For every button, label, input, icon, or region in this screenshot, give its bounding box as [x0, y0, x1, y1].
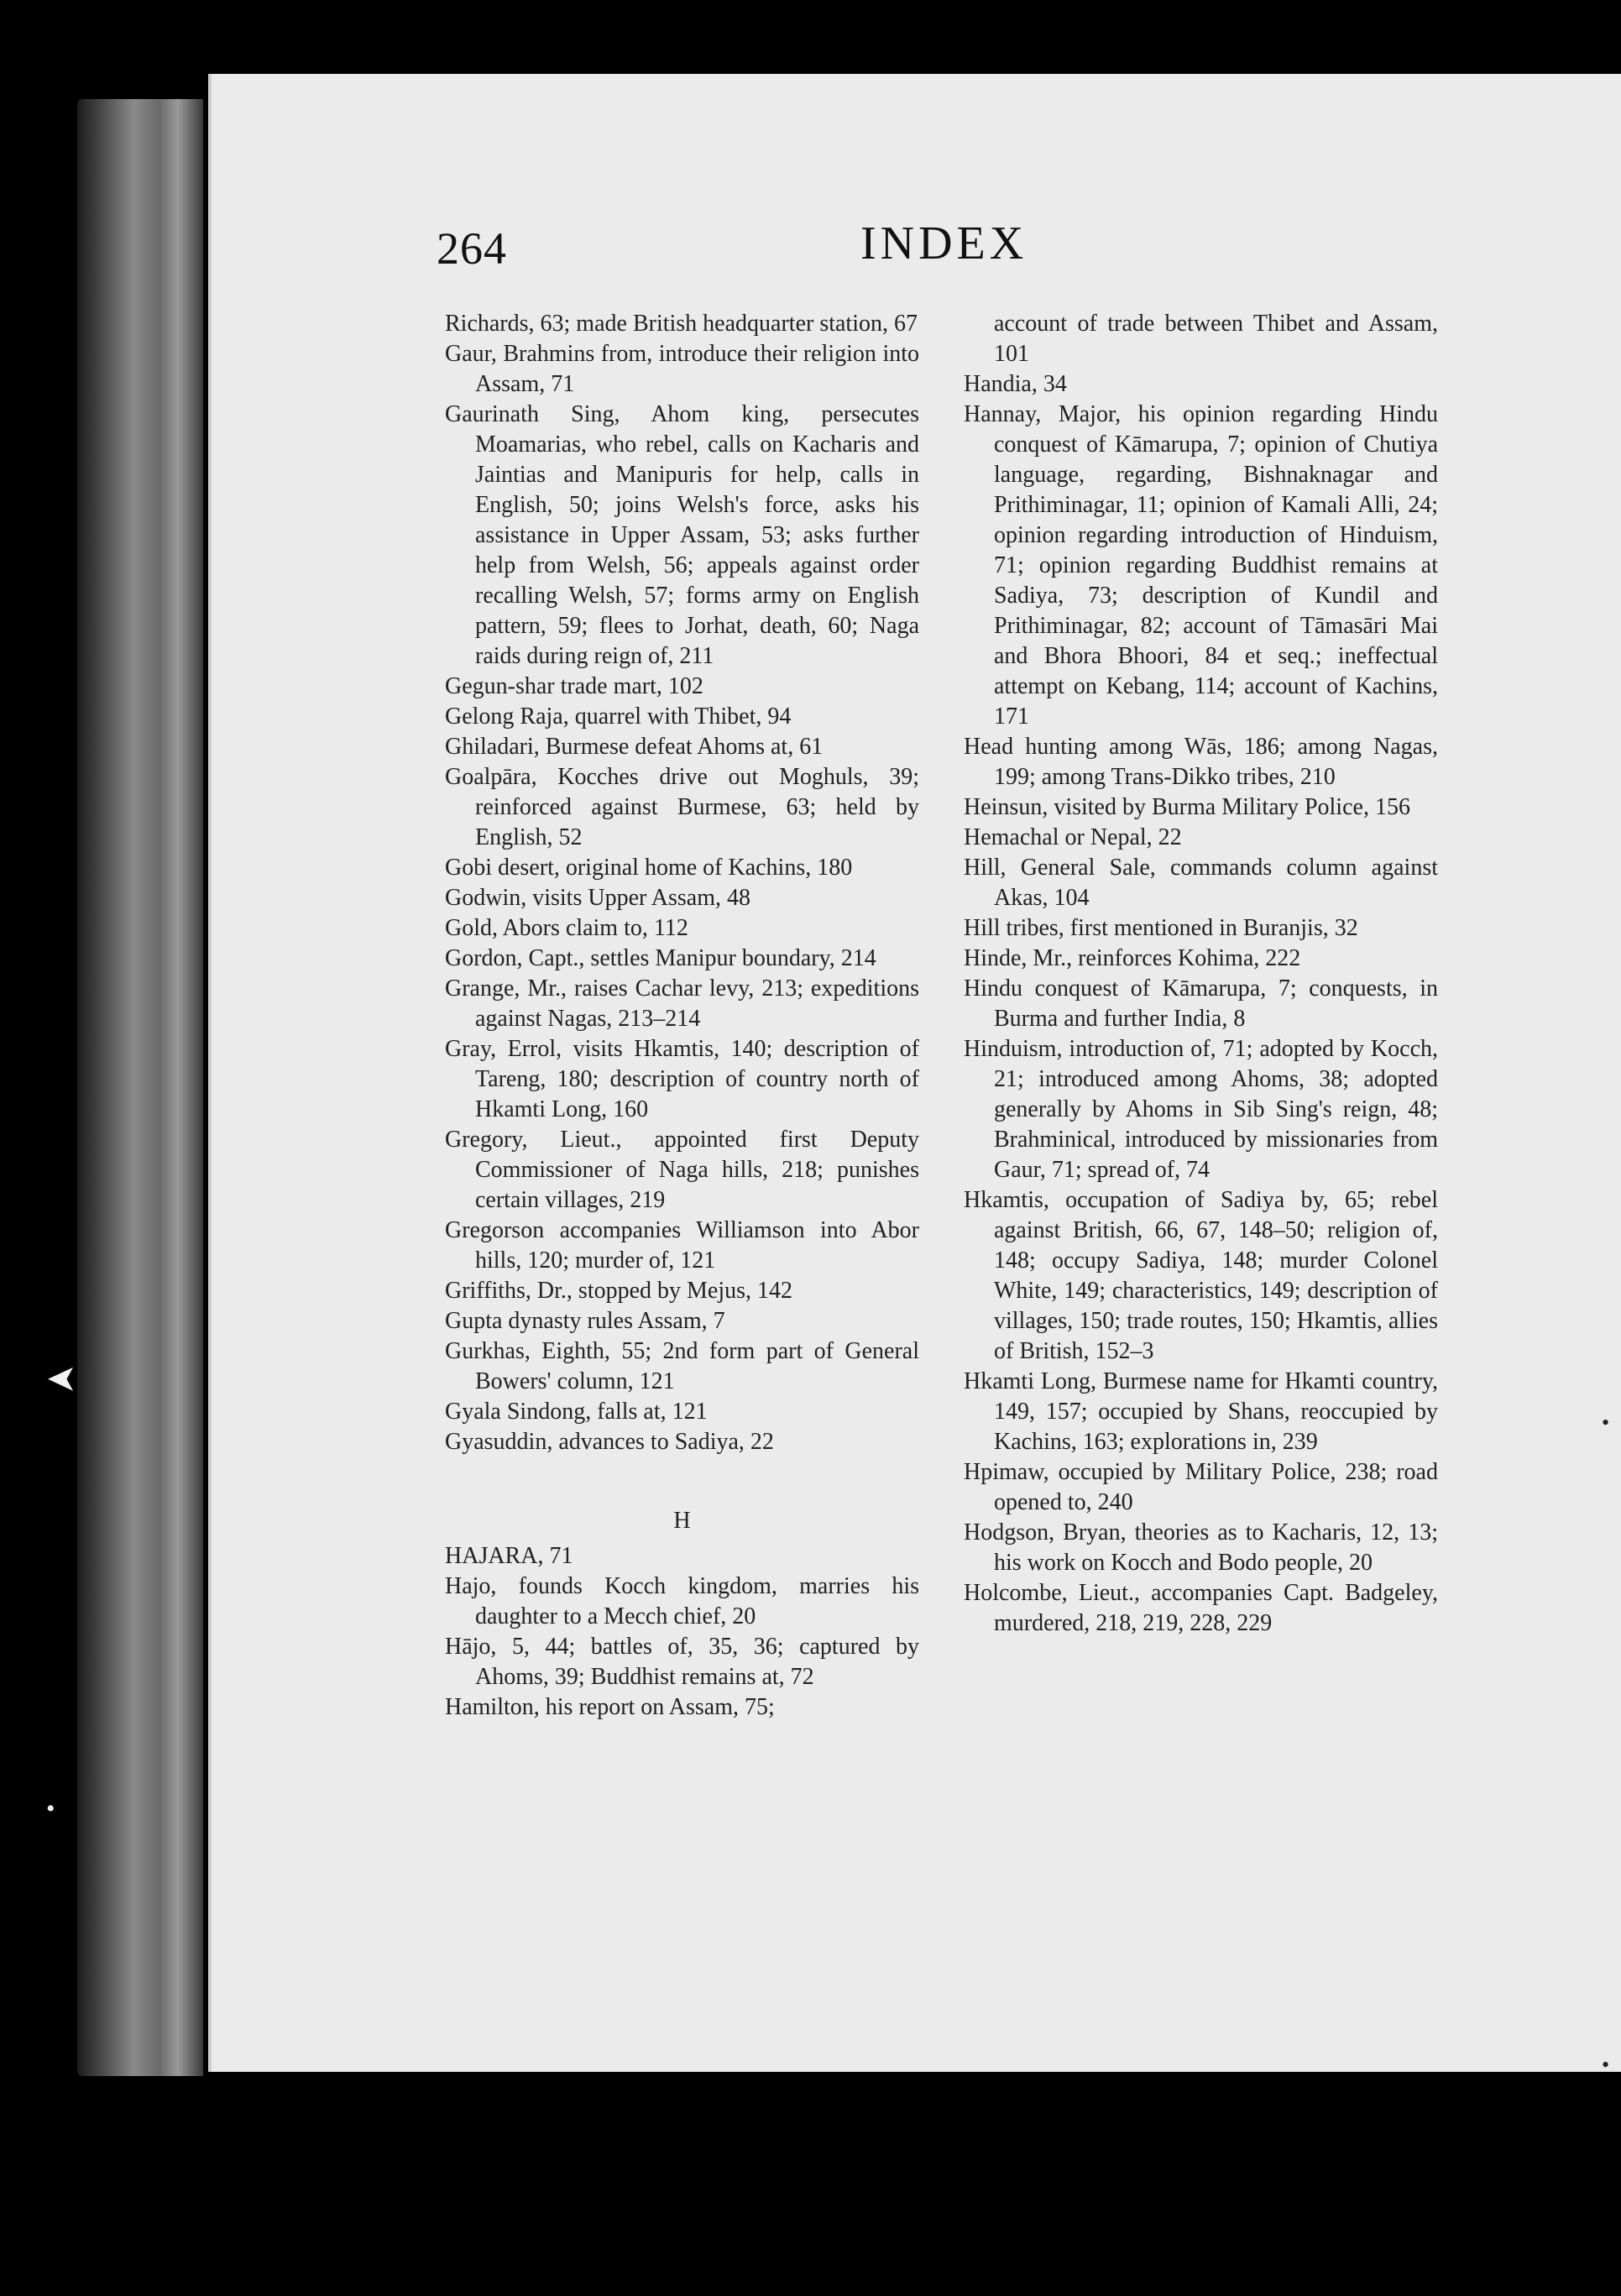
index-entry: Gurkhas, Eighth, 55; 2nd form part of General Bowers' column, 121: [445, 1338, 919, 1394]
index-entry: Ghiladari, Burmese defeat Ahoms at, 61: [445, 734, 824, 760]
index-entry-continuation: account of trade between Thibet and Assam, 101: [994, 311, 1438, 367]
index-entry: Grange, Mr., raises Cachar levy, 213; expeditions against Nagas, 213–214: [445, 975, 919, 1032]
index-entry: Hkamtis, occupation of Sadiya by, 65; rebel against British, 66, 67, 148–50; religion of, 148; occupy Sadiya, 148; murder Colonel White, 149; characteristics, 149; description of villages, 150; trade routes, 150; Hkamtis, allies of British, 152–3: [964, 1187, 1438, 1364]
index-entry: Gregory, Lieut., appointed first Deputy Commissioner of Naga hills, 218; punishes certain villages, 219: [445, 1127, 919, 1213]
page-title: INDEX: [860, 217, 1028, 269]
index-entry: Hemachal or Nepal, 22: [964, 824, 1182, 850]
index-entry: Gyasuddin, advances to Sadiya, 22: [445, 1429, 774, 1455]
index-entry: Hpimaw, occupied by Military Police, 238; road opened to, 240: [964, 1459, 1438, 1515]
index-entry: Gordon, Capt., settles Manipur boundary, 214: [445, 945, 876, 971]
index-entry: Gegun-shar trade mart, 102: [445, 673, 703, 699]
index-entry: Hindu conquest of Kāmarupa, 7; conquests, in Burma and further India, 8: [964, 975, 1438, 1032]
index-entry: Heinsun, visited by Burma Military Police, 156: [964, 794, 1410, 820]
index-entry: Head hunting among Wās, 186; among Nagas, 199; among Trans-Dikko tribes, 210: [964, 734, 1438, 790]
index-entry: Goalpāra, Kocches drive out Moghuls, 39; reinforced against Burmese, 63; held by English, 52: [445, 764, 919, 850]
page-number: 264: [437, 223, 507, 274]
index-entry: Gelong Raja, quarrel with Thibet, 94: [445, 703, 792, 730]
page-edge-mark: •: [1602, 2053, 1610, 2077]
left-index-column: [445, 309, 919, 1723]
index-entry: Gyala Sindong, falls at, 121: [445, 1399, 708, 1425]
index-entry: Gaur, Brahmins from, introduce their religion into Assam, 71: [445, 341, 919, 397]
index-entry: Hājo, 5, 44; battles of, 35, 36; captured by Ahoms, 39; Buddhist remains at, 72: [445, 1634, 919, 1690]
page-edge-mark: •: [1602, 1410, 1610, 1435]
index-entry: Gobi desert, original home of Kachins, 180: [445, 855, 853, 881]
index-entry: HAJARA, 71: [445, 1543, 573, 1569]
index-entry: Gupta dynasty rules Assam, 7: [445, 1308, 725, 1334]
index-entry: Godwin, visits Upper Assam, 48: [445, 885, 750, 911]
index-entry: Hkamti Long, Burmese name for Hkamti country, 149, 157; occupied by Shans, reoccupied by Kachins, 163; explorations in, 239: [964, 1368, 1438, 1455]
index-entry: Gaurinath Sing, Ahom king, persecutes Moamarias, who rebel, calls on Kacharis and Jaintias and Manipuris for help, calls in English, 50; joins Welsh's force, asks his assistance in Upper Assam, 53; asks further help from Welsh, 56; appeals against order recalling Welsh, 57; forms army on English pattern, 59; flees to Jorhat, death, 60; Naga raids during reign of, 211: [445, 401, 919, 669]
index-entry: Hodgson, Bryan, theories as to Kacharis, 12, 13; his work on Kocch and Bodo people, 20: [964, 1519, 1438, 1576]
index-entry: Handia, 34: [964, 371, 1067, 397]
index-entry: Gregorson accompanies Williamson into Abor hills, 120; murder of, 121: [445, 1217, 919, 1274]
index-entry: Richards, 63; made British headquarter station, 67: [445, 311, 918, 337]
index-entry: Gold, Abors claim to, 112: [445, 915, 688, 941]
scanner-margin-mark: •: [46, 1795, 55, 1823]
scanner-arrow-mark: ➤: [46, 1359, 77, 1400]
index-entry: Hinde, Mr., reinforces Kohima, 222: [964, 945, 1301, 971]
index-entry: Hajo, founds Kocch kingdom, marries his daughter to a Mecch chief, 20: [445, 1573, 919, 1629]
index-entry: Gray, Errol, visits Hkamtis, 140; description of Tareng, 180; description of country north of Hkamti Long, 160: [445, 1036, 919, 1122]
index-entry: Hill tribes, first mentioned in Buranjis, 32: [964, 915, 1358, 941]
index-entry: Hamilton, his report on Assam, 75;: [445, 1694, 775, 1720]
index-entry: Hinduism, introduction of, 71; adopted by Kocch, 21; introduced among Ahoms, 38; adopted generally by Ahoms in Sib Sing's reign, 48; Brahminical, introduced by missionaries from Gaur, 71; spread of, 74: [964, 1036, 1438, 1183]
section-letter-h: H: [673, 1508, 691, 1534]
index-entry: Griffiths, Dr., stopped by Mejus, 142: [445, 1278, 793, 1304]
index-entry: Hill, General Sale, commands column against Akas, 104: [964, 855, 1438, 911]
index-entry: Holcombe, Lieut., accompanies Capt. Badgeley, murdered, 218, 219, 228, 229: [964, 1580, 1438, 1636]
book-spine: [77, 99, 203, 2076]
index-entry: Hannay, Major, his opinion regarding Hindu conquest of Kāmarupa, 7; opinion of Chutiya language, regarding, Bishnaknagar and Prithiminagar, 11; opinion of Kamali Alli, 24; opinion regarding introduction of Hinduism, 71; opinion regarding Buddhist remains at Sadiya, 73; description of Kundil and Prithiminagar, 82; account of Tāmasāri Mai and Bhora Bhoori, 84 et seq.; ineffectual attempt on Kebang, 114; account of Kachins, 171: [964, 401, 1438, 730]
right-index-column: [964, 309, 1438, 1639]
